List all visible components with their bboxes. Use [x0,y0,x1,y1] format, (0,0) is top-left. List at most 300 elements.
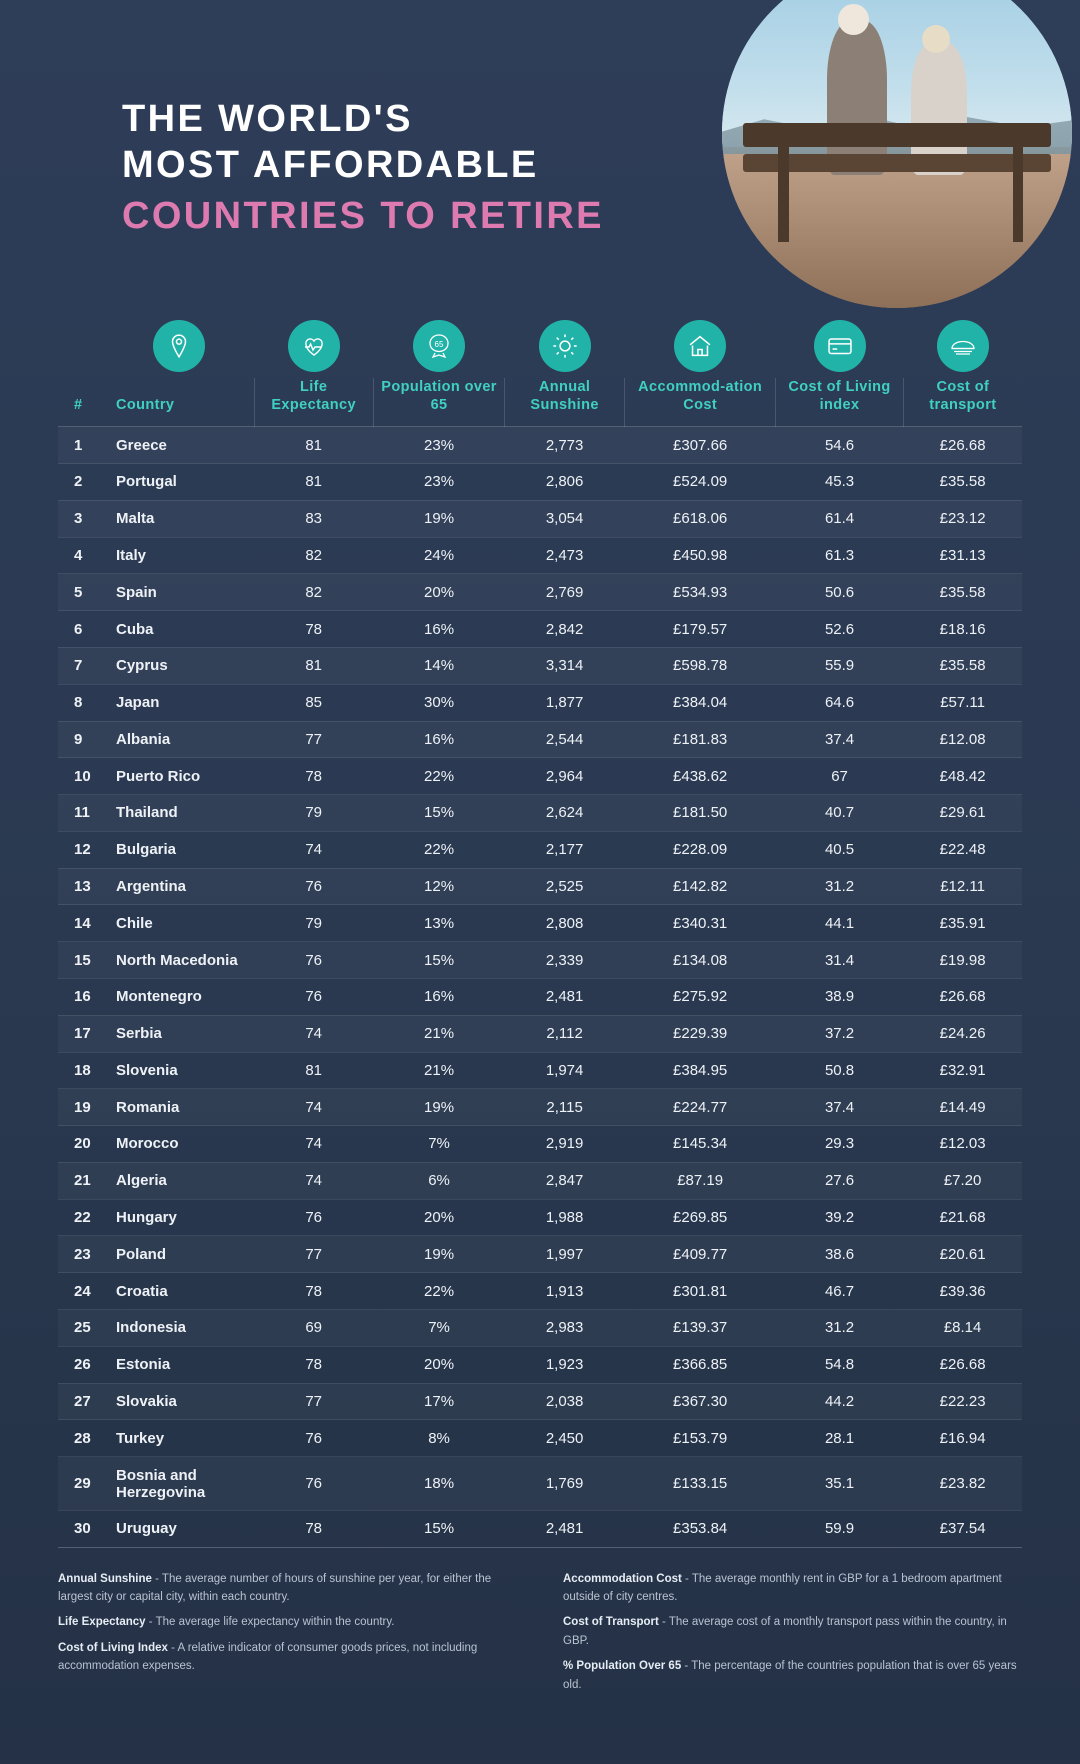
cell-population-over-65: 15% [373,1510,504,1547]
cell-country: Slovakia [104,1383,254,1420]
cell-population-over-65: 14% [373,647,504,684]
table-row [58,1015,1022,1052]
icon-cell-col [776,320,903,378]
footnote-text: - The percentage of the countries population that is over 65 years old. [563,1660,1017,1691]
col-header-rank: # [58,378,104,427]
cell-cost-of-transport: £16.94 [903,1420,1022,1457]
footnote-item [58,1613,517,1631]
col-header-cost-of-transport: Cost of transport [903,378,1022,427]
cell-: 28 [58,1420,104,1457]
footnote-term: % Population Over 65 [563,1660,682,1673]
cell-cost-of-living-index: 67 [776,758,903,795]
cell-cost-of-living-index: 44.1 [776,905,903,942]
cell-annual-sunshine: 1,923 [505,1346,625,1383]
cell-accommod-ation-cost: £87.19 [624,1162,775,1199]
cell-annual-sunshine: 2,177 [505,831,625,868]
cell-: 30 [58,1510,104,1547]
cell-cost-of-living-index: 37.4 [776,721,903,758]
table-row [58,758,1022,795]
cell-life-expectancy: 74 [254,1015,373,1052]
cell-annual-sunshine: 3,054 [505,500,625,537]
cell-accommod-ation-cost: £618.06 [624,500,775,537]
cell-accommod-ation-cost: £181.83 [624,721,775,758]
cell-: 20 [58,1126,104,1163]
cell-annual-sunshine: 2,450 [505,1420,625,1457]
cell-accommod-ation-cost: £229.39 [624,1015,775,1052]
cell-population-over-65: 12% [373,868,504,905]
cell-accommod-ation-cost: £269.85 [624,1199,775,1236]
cell-cost-of-transport: £35.58 [903,647,1022,684]
cell-cost-of-living-index: 27.6 [776,1162,903,1199]
table-row [58,942,1022,979]
house-icon [674,320,726,372]
cell-cost-of-living-index: 39.2 [776,1199,903,1236]
cell-life-expectancy: 74 [254,1089,373,1126]
footnote-item [58,1639,517,1676]
cell-cost-of-transport: £23.82 [903,1457,1022,1511]
cell-: 1 [58,427,104,464]
person-left [827,21,887,175]
cell-population-over-65: 16% [373,721,504,758]
footnotes-left [58,1570,517,1701]
cell-country: Serbia [104,1015,254,1052]
heartbeat-icon [288,320,340,372]
train-icon [937,320,989,372]
cell-life-expectancy: 76 [254,1457,373,1511]
cell-: 8 [58,684,104,721]
table-row [58,427,1022,464]
cell-accommod-ation-cost: £142.82 [624,868,775,905]
cell-country: Slovenia [104,1052,254,1089]
cell-accommod-ation-cost: £384.04 [624,684,775,721]
cell-cost-of-living-index: 40.7 [776,795,903,832]
cell-life-expectancy: 76 [254,978,373,1015]
cell-accommod-ation-cost: £181.50 [624,795,775,832]
cell-cost-of-transport: £20.61 [903,1236,1022,1273]
table-row [58,831,1022,868]
cell-cost-of-living-index: 50.8 [776,1052,903,1089]
cell-population-over-65: 20% [373,1346,504,1383]
icon-cell-life [254,320,373,378]
table-row [58,537,1022,574]
cell-annual-sunshine: 2,808 [505,905,625,942]
cell-: 4 [58,537,104,574]
cell-: 18 [58,1052,104,1089]
col-header-annual-sunshine: Annual Sunshine [505,378,625,427]
cell-accommod-ation-cost: £275.92 [624,978,775,1015]
cell-population-over-65: 18% [373,1457,504,1511]
cell-country: North Macedonia [104,942,254,979]
ranking-table [58,320,1022,1548]
cell-cost-of-living-index: 50.6 [776,574,903,611]
cell-: 6 [58,611,104,648]
cell-country: Algeria [104,1162,254,1199]
cell-annual-sunshine: 1,974 [505,1052,625,1089]
cell-: 23 [58,1236,104,1273]
cell-cost-of-living-index: 46.7 [776,1273,903,1310]
cell-life-expectancy: 77 [254,1236,373,1273]
cell-population-over-65: 15% [373,795,504,832]
cell-cost-of-living-index: 52.6 [776,611,903,648]
cell-population-over-65: 19% [373,1236,504,1273]
table-row [58,1457,1022,1511]
cell-life-expectancy: 82 [254,574,373,611]
cell-annual-sunshine: 2,339 [505,942,625,979]
table-row [58,611,1022,648]
col-header-accommodation-cost: Accommod-ation Cost [624,378,775,427]
pin-icon [153,320,205,372]
cell-cost-of-living-index: 64.6 [776,684,903,721]
cell-population-over-65: 20% [373,574,504,611]
cell-annual-sunshine: 2,842 [505,611,625,648]
cell-country: Turkey [104,1420,254,1457]
cell-life-expectancy: 82 [254,537,373,574]
cell-country: Malta [104,500,254,537]
cell-cost-of-living-index: 54.8 [776,1346,903,1383]
cell-population-over-65: 23% [373,464,504,501]
cell-accommod-ation-cost: £301.81 [624,1273,775,1310]
cell-country: Romania [104,1089,254,1126]
footnote-term: Cost of Transport [563,1616,659,1629]
cell-population-over-65: 19% [373,1089,504,1126]
cell-annual-sunshine: 2,112 [505,1015,625,1052]
cell-annual-sunshine: 2,038 [505,1383,625,1420]
bench-seat [743,154,1051,172]
cell-accommod-ation-cost: £524.09 [624,464,775,501]
cell-: 29 [58,1457,104,1511]
cell-cost-of-transport: £26.68 [903,1346,1022,1383]
cell-life-expectancy: 78 [254,1510,373,1547]
cell-annual-sunshine: 1,769 [505,1457,625,1511]
cell-accommod-ation-cost: £340.31 [624,905,775,942]
cell-country: Bulgaria [104,831,254,868]
cell-population-over-65: 6% [373,1162,504,1199]
cell-: 27 [58,1383,104,1420]
cell-cost-of-transport: £48.42 [903,758,1022,795]
cell-cost-of-transport: £26.68 [903,427,1022,464]
cell-annual-sunshine: 2,964 [505,758,625,795]
cell-: 7 [58,647,104,684]
icon-cell-rank [58,320,104,378]
cell-cost-of-living-index: 31.2 [776,1310,903,1347]
cell-accommod-ation-cost: £153.79 [624,1420,775,1457]
cell-country: Montenegro [104,978,254,1015]
cell-cost-of-living-index: 61.4 [776,500,903,537]
cell-country: Morocco [104,1126,254,1163]
table-row [58,868,1022,905]
cell-cost-of-transport: £8.14 [903,1310,1022,1347]
cell-accommod-ation-cost: £307.66 [624,427,775,464]
cell-accommod-ation-cost: £228.09 [624,831,775,868]
cell-cost-of-living-index: 29.3 [776,1126,903,1163]
cell-cost-of-transport: £12.03 [903,1126,1022,1163]
cell-accommod-ation-cost: £139.37 [624,1310,775,1347]
cell-cost-of-living-index: 31.4 [776,942,903,979]
cell-cost-of-transport: £32.91 [903,1052,1022,1089]
table-row [58,684,1022,721]
cell-population-over-65: 19% [373,500,504,537]
cell-: 22 [58,1199,104,1236]
cell-accommod-ation-cost: £179.57 [624,611,775,648]
cell-population-over-65: 20% [373,1199,504,1236]
cell-accommod-ation-cost: £224.77 [624,1089,775,1126]
cell-cost-of-transport: £35.58 [903,574,1022,611]
cell-accommod-ation-cost: £438.62 [624,758,775,795]
cell-life-expectancy: 76 [254,1420,373,1457]
cell-country: Spain [104,574,254,611]
table-row [58,500,1022,537]
cell-population-over-65: 21% [373,1015,504,1052]
cell-cost-of-living-index: 59.9 [776,1510,903,1547]
cell-annual-sunshine: 2,525 [505,868,625,905]
cell-country: Indonesia [104,1310,254,1347]
cell-: 2 [58,464,104,501]
svg-text:65: 65 [434,340,444,349]
footnote-item [58,1570,517,1607]
cell-life-expectancy: 78 [254,611,373,648]
table-row [58,1420,1022,1457]
cell-annual-sunshine: 2,806 [505,464,625,501]
table-row [58,1510,1022,1547]
cell-: 15 [58,942,104,979]
cell-cost-of-transport: £35.91 [903,905,1022,942]
cell-annual-sunshine: 2,481 [505,1510,625,1547]
bench-backrest [743,123,1051,148]
cell-annual-sunshine: 2,473 [505,537,625,574]
cell-country: Uruguay [104,1510,254,1547]
cell-accommod-ation-cost: £367.30 [624,1383,775,1420]
table-row [58,1236,1022,1273]
title-line-3: COUNTRIES TO RETIRE [122,194,604,237]
cell-: 26 [58,1346,104,1383]
cell-accommod-ation-cost: £598.78 [624,647,775,684]
title-line-1: THE WORLD'S [122,98,413,140]
cell-: 25 [58,1310,104,1347]
cell-: 21 [58,1162,104,1199]
cell-country: Cuba [104,611,254,648]
cell-life-expectancy: 85 [254,684,373,721]
cell-country: Italy [104,537,254,574]
cell-accommod-ation-cost: £145.34 [624,1126,775,1163]
cell-country: Chile [104,905,254,942]
cell-cost-of-living-index: 38.6 [776,1236,903,1273]
cell-population-over-65: 13% [373,905,504,942]
table-row [58,1052,1022,1089]
icon-cell-country [104,320,254,378]
cell-population-over-65: 16% [373,978,504,1015]
table-row [58,1273,1022,1310]
table-row [58,1089,1022,1126]
cell-population-over-65: 22% [373,1273,504,1310]
cell-cost-of-transport: £7.20 [903,1162,1022,1199]
hero-photo [722,0,1072,308]
table-row [58,1126,1022,1163]
cell-cost-of-transport: £23.12 [903,500,1022,537]
card-icon [814,320,866,372]
cell-life-expectancy: 69 [254,1310,373,1347]
cell-cost-of-transport: £12.08 [903,721,1022,758]
cell-population-over-65: 17% [373,1383,504,1420]
cell-: 9 [58,721,104,758]
cell-country: Hungary [104,1199,254,1236]
header [0,0,1080,300]
cell-cost-of-transport: £35.58 [903,464,1022,501]
bench-leg-left [778,123,789,242]
footnote-term: Life Expectancy [58,1616,146,1629]
footnote-text: - The average life expectancy within the country. [145,1616,395,1629]
cell-life-expectancy: 74 [254,831,373,868]
person-right-head [922,25,950,53]
cell-cost-of-living-index: 61.3 [776,537,903,574]
footnote-item [563,1657,1022,1694]
cell-: 13 [58,868,104,905]
cell-: 3 [58,500,104,537]
cell-accommod-ation-cost: £384.95 [624,1052,775,1089]
cell-accommod-ation-cost: £366.85 [624,1346,775,1383]
cell-cost-of-transport: £22.48 [903,831,1022,868]
cell-life-expectancy: 76 [254,868,373,905]
cell-life-expectancy: 79 [254,905,373,942]
65-badge-icon [413,320,465,372]
cell-life-expectancy: 81 [254,1052,373,1089]
ranking-table-wrap [0,300,1080,1548]
col-header-population-over-65: Population over 65 [373,378,504,427]
cell-cost-of-transport: £39.36 [903,1273,1022,1310]
cell-annual-sunshine: 2,115 [505,1089,625,1126]
cell-cost-of-transport: £31.13 [903,537,1022,574]
header-row [58,378,1022,427]
cell-cost-of-living-index: 55.9 [776,647,903,684]
cell-annual-sunshine: 2,481 [505,978,625,1015]
cell-: 19 [58,1089,104,1126]
col-header-cost-of-living-index: Cost of Living index [776,378,903,427]
cell-country: Thailand [104,795,254,832]
table-row [58,795,1022,832]
cell-life-expectancy: 78 [254,758,373,795]
table-row [58,1310,1022,1347]
table-row [58,721,1022,758]
footnote-text: - The average number of hours of sunshine per year, for either the largest city or capital city, within each country. [58,1572,492,1604]
icon-cell-transport [903,320,1022,378]
sun-icon [539,320,591,372]
col-header-life-expectancy: Life Expectancy [254,378,373,427]
table-body [58,427,1022,1547]
table-row [58,464,1022,501]
cell-country: Bosnia and Herzegovina [104,1457,254,1511]
cell-: 17 [58,1015,104,1052]
footnotes-right [563,1570,1022,1701]
cell-life-expectancy: 76 [254,942,373,979]
cell-population-over-65: 16% [373,611,504,648]
footnotes [0,1548,1080,1701]
cell-annual-sunshine: 2,624 [505,795,625,832]
cell-annual-sunshine: 2,544 [505,721,625,758]
cell-population-over-65: 30% [373,684,504,721]
cell-annual-sunshine: 3,314 [505,647,625,684]
cell-cost-of-transport: £18.16 [903,611,1022,648]
cell-accommod-ation-cost: £133.15 [624,1457,775,1511]
cell-population-over-65: 22% [373,758,504,795]
cell-country: Albania [104,721,254,758]
title-line-2: MOST AFFORDABLE [122,144,539,187]
table-row [58,1383,1022,1420]
cell-annual-sunshine: 2,847 [505,1162,625,1199]
cell-country: Japan [104,684,254,721]
cell-cost-of-transport: £29.61 [903,795,1022,832]
cell-life-expectancy: 78 [254,1346,373,1383]
bench-leg-right [1013,123,1024,242]
cell-country: Puerto Rico [104,758,254,795]
cell-: 11 [58,795,104,832]
cell-life-expectancy: 79 [254,795,373,832]
icon-cell-accommodation [624,320,775,378]
cell-country: Poland [104,1236,254,1273]
cell-population-over-65: 22% [373,831,504,868]
cell-accommod-ation-cost: £409.77 [624,1236,775,1273]
footnote-item [563,1613,1022,1650]
cell-population-over-65: 23% [373,427,504,464]
footnote-term: Accommodation Cost [563,1572,682,1585]
cell-annual-sunshine: 2,773 [505,427,625,464]
col-header-country: Country [104,378,254,427]
cell-cost-of-transport: £12.11 [903,868,1022,905]
cell-life-expectancy: 78 [254,1273,373,1310]
cell-life-expectancy: 74 [254,1162,373,1199]
cell-population-over-65: 24% [373,537,504,574]
cell-life-expectancy: 74 [254,1126,373,1163]
cell-: 10 [58,758,104,795]
cell-cost-of-transport: £14.49 [903,1089,1022,1126]
cell-accommod-ation-cost: £450.98 [624,537,775,574]
cell-accommod-ation-cost: £353.84 [624,1510,775,1547]
icon-cell-pop65 [373,320,504,378]
icon-row [58,320,1022,378]
cell-cost-of-living-index: 54.6 [776,427,903,464]
cell-cost-of-living-index: 28.1 [776,1420,903,1457]
cell-annual-sunshine: 2,769 [505,574,625,611]
cell-cost-of-living-index: 31.2 [776,868,903,905]
cell-life-expectancy: 81 [254,427,373,464]
cell-accommod-ation-cost: £534.93 [624,574,775,611]
cell-: 14 [58,905,104,942]
cell-cost-of-transport: £24.26 [903,1015,1022,1052]
cell-cost-of-living-index: 38.9 [776,978,903,1015]
cell-life-expectancy: 81 [254,647,373,684]
cell-cost-of-transport: £22.23 [903,1383,1022,1420]
cell-population-over-65: 7% [373,1126,504,1163]
cell-cost-of-living-index: 45.3 [776,464,903,501]
cell-life-expectancy: 83 [254,500,373,537]
table-row [58,647,1022,684]
cell-cost-of-transport: £26.68 [903,978,1022,1015]
cell-country: Croatia [104,1273,254,1310]
cell-country: Greece [104,427,254,464]
cell-annual-sunshine: 1,997 [505,1236,625,1273]
cell-cost-of-transport: £21.68 [903,1199,1022,1236]
cell-population-over-65: 7% [373,1310,504,1347]
cell-annual-sunshine: 1,877 [505,684,625,721]
cell-cost-of-transport: £19.98 [903,942,1022,979]
cell-: 16 [58,978,104,1015]
cell-accommod-ation-cost: £134.08 [624,942,775,979]
cell-country: Cyprus [104,647,254,684]
table-head [58,320,1022,427]
cell-population-over-65: 15% [373,942,504,979]
cell-population-over-65: 21% [373,1052,504,1089]
footnote-text: - The average cost of a monthly transport pass within the country, in GBP. [563,1616,1007,1647]
footnote-item [563,1570,1022,1607]
table-row [58,1162,1022,1199]
